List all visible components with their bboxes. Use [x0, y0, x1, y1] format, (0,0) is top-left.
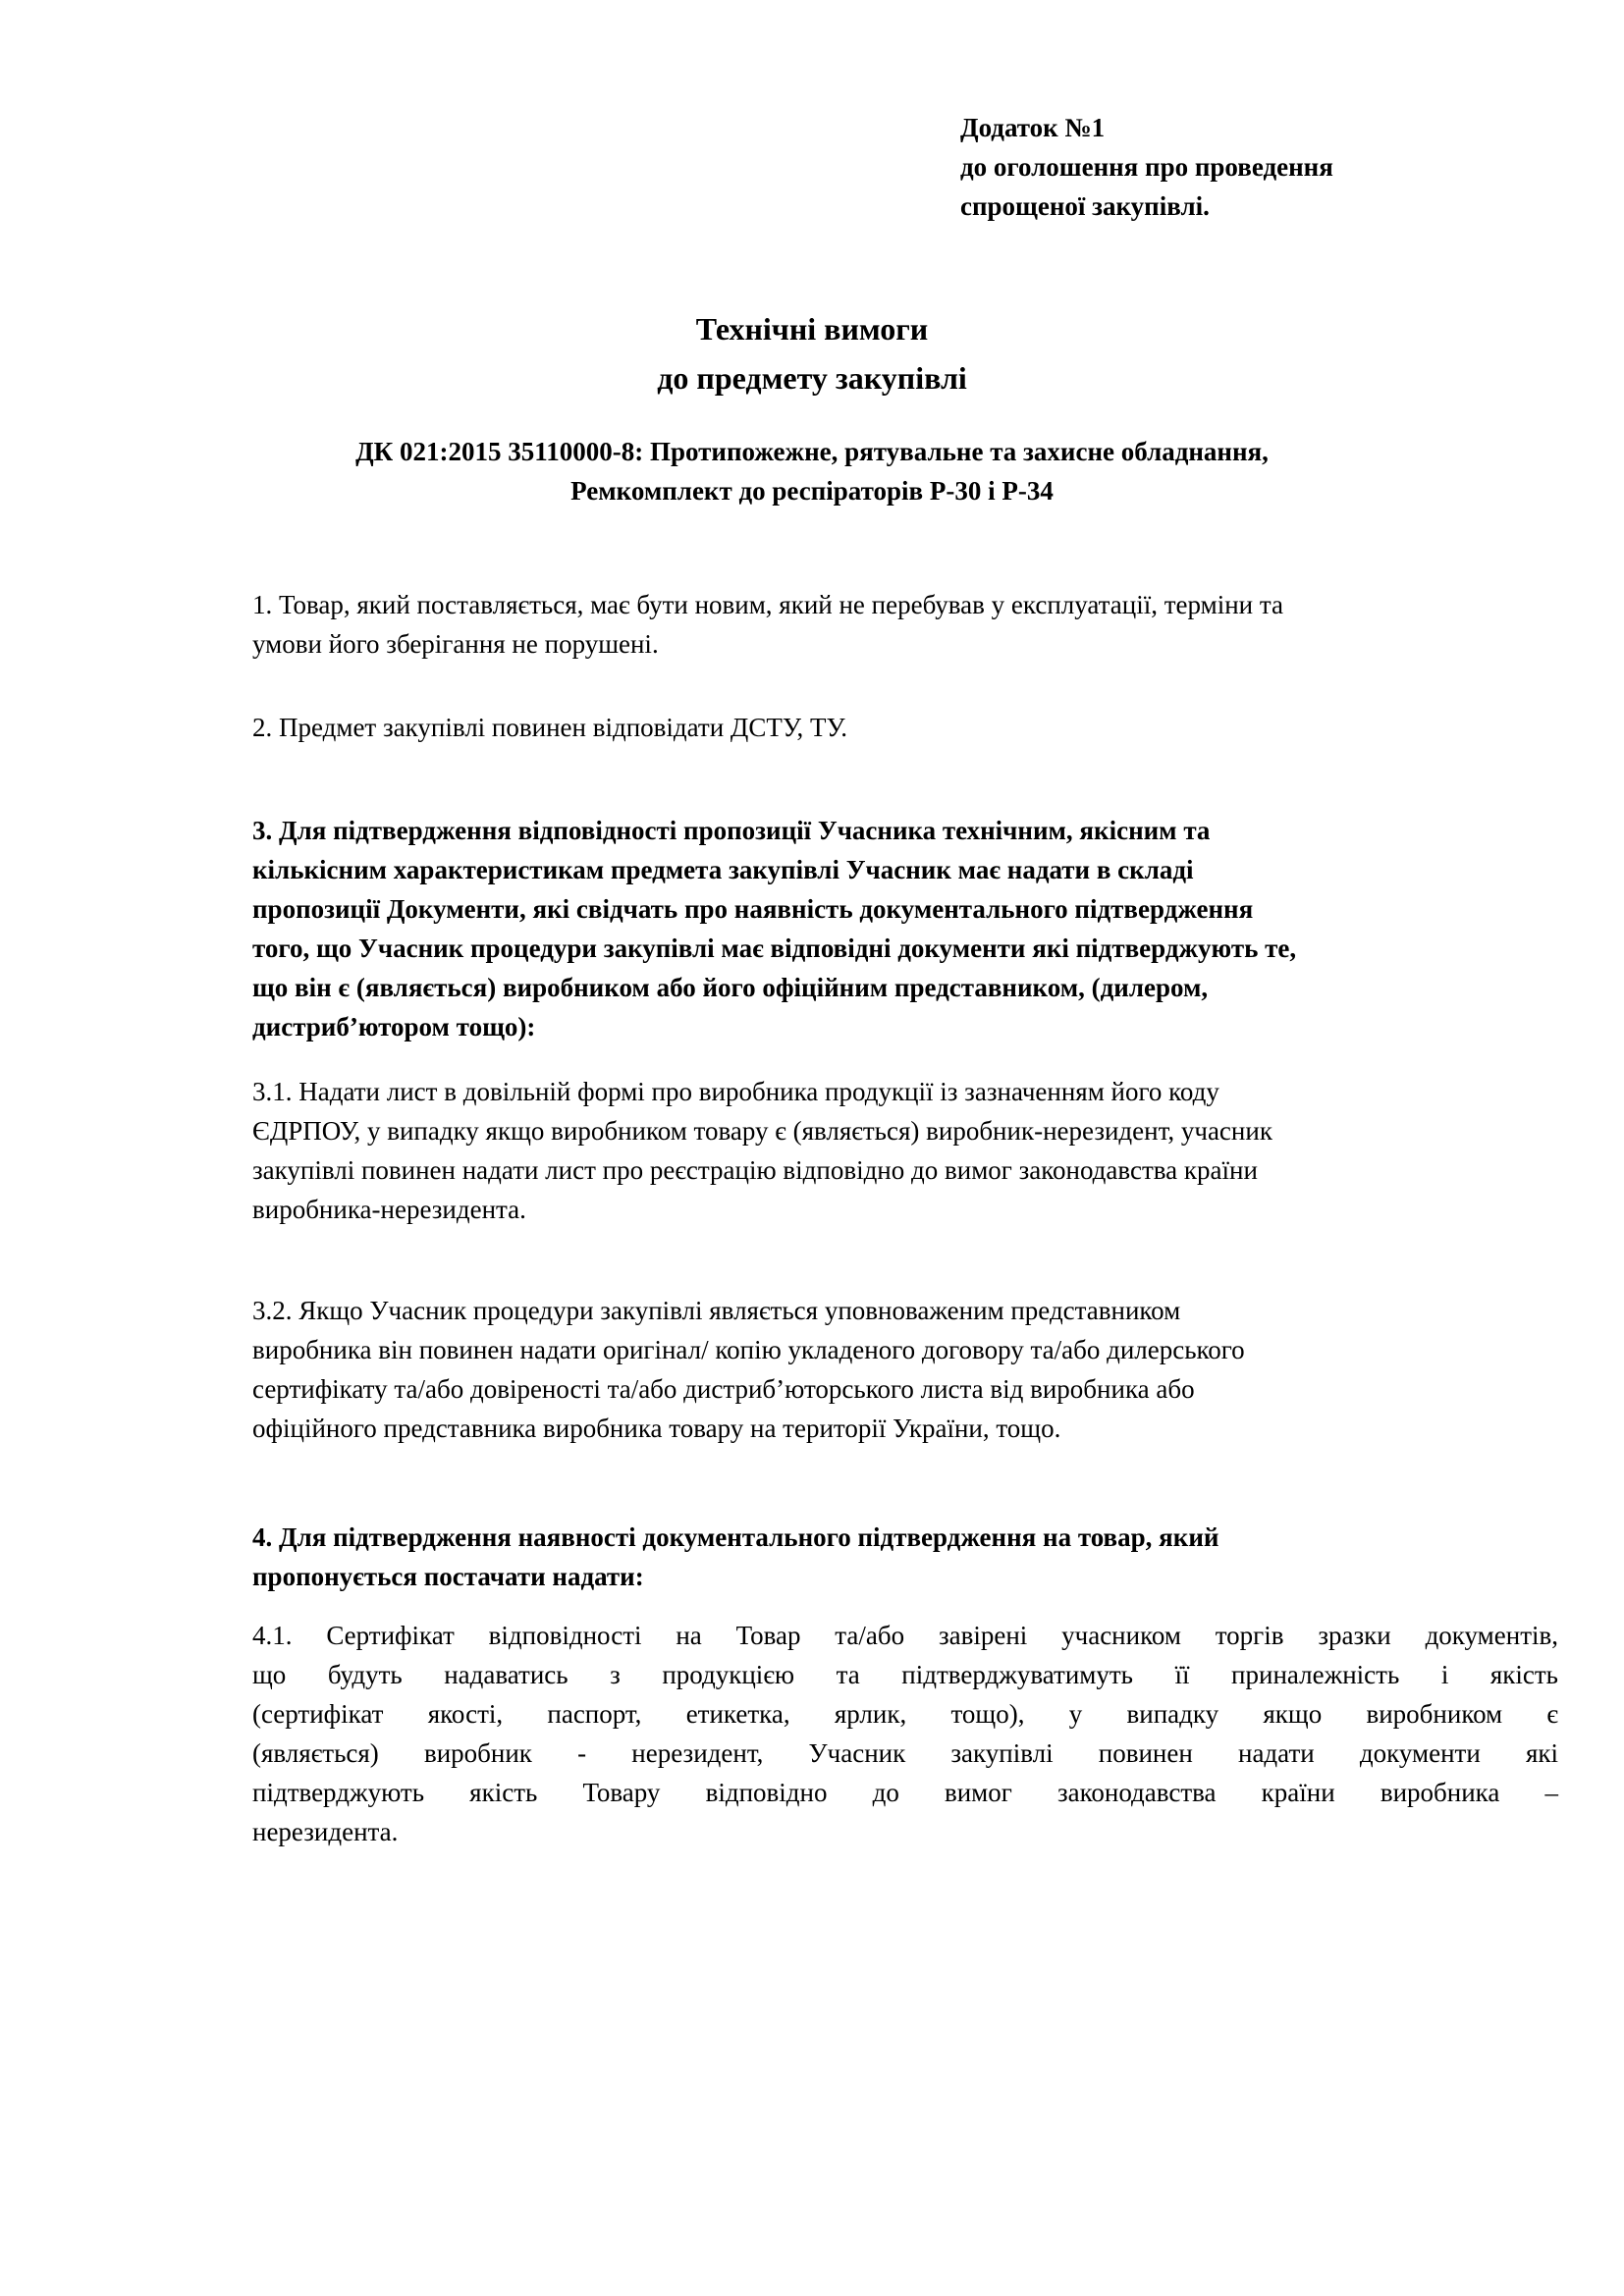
paragraph-line: закупівлі повинен надати лист про реєстрацію відповідно до вимог законодавства країни — [252, 1155, 1258, 1185]
annex-line: Додаток №1 — [960, 113, 1106, 142]
paragraph-line: сертифікату та/або довіреності та/або дистриб’юторського листа від виробника або — [252, 1374, 1195, 1404]
paragraph-line: дистриб’ютором тощо): — [252, 1012, 536, 1041]
paragraph-line: що він є (являється) виробником або його офіційним представником, (дилером, — [252, 973, 1209, 1002]
paragraph-line: підтверджують якість Товару відповідно до вимог законодавства країни виробника – — [252, 1778, 1558, 1807]
document-title — [0, 304, 1624, 402]
paragraph-3-1 — [252, 1072, 1558, 1229]
paragraph-line: виробника він повинен надати оригінал/ копію укладеного договору та/або дилерського — [252, 1335, 1245, 1364]
paragraph-line: кількісним характеристикам предмета закупівлі Учасник має надати в складі — [252, 855, 1194, 884]
paragraph-line: 2. Предмет закупівлі повинен відповідати ДСТУ, ТУ. — [252, 713, 848, 742]
paragraph-line: 3.2. Якщо Учасник процедури закупівлі являється уповноваженим представником — [252, 1296, 1181, 1325]
paragraph-line: нерезидента. — [252, 1817, 399, 1846]
paragraph-line: умови його зберігання не порушені. — [252, 629, 659, 659]
annex-line: спрощеної закупівлі. — [960, 191, 1210, 221]
paragraph-3 — [252, 811, 1558, 1046]
paragraph-line: 3. Для підтвердження відповідності пропозиції Учасника технічним, якісним та — [252, 816, 1211, 845]
paragraph-line: 3.1. Надати лист в довільній формі про виробника продукції із зазначенням його коду — [252, 1077, 1219, 1106]
paragraph-line: пропонується постачати надати: — [252, 1562, 644, 1591]
paragraph-line: 4. Для підтвердження наявності документального підтвердження на товар, який — [252, 1522, 1219, 1552]
paragraph-2 — [252, 708, 1558, 747]
paragraph-4 — [252, 1518, 1558, 1596]
procurement-subject — [0, 432, 1624, 510]
subject-line: ДК 021:2015 35110000-8: Протипожежне, рятувальне та захисне обладнання, — [355, 437, 1269, 466]
paragraph-line: (являється) виробник - нерезидент, Учасник закупівлі повинен надати документи які — [252, 1738, 1558, 1768]
annex-line: до оголошення про проведення — [960, 152, 1333, 182]
subject-line: Ремкомплект до респіраторів Р-30 і Р-34 — [570, 476, 1054, 506]
paragraph-line: що будуть надаватись з продукцією та підтверджуватимуть її приналежність і якість — [252, 1660, 1558, 1689]
paragraph-line: ЄДРПОУ, у випадку якщо виробником товару є (являється) виробник-нерезидент, учасник — [252, 1116, 1272, 1146]
paragraph-line: виробника-нерезидента. — [252, 1195, 526, 1224]
paragraph-3-2 — [252, 1291, 1558, 1448]
paragraph-1 — [252, 585, 1558, 664]
title-line: до предмету закупівлі — [657, 360, 967, 396]
paragraph-line: 4.1. Сертифікат відповідності на Товар та/або завірені учасником торгів зразки документів, — [252, 1621, 1558, 1650]
paragraph-line: (сертифікат якості, паспорт, етикетка, ярлик, тощо), у випадку якщо виробником є — [252, 1699, 1558, 1729]
title-line: Технічні вимоги — [695, 311, 929, 347]
paragraph-line: пропозиції Документи, які свідчать про наявність документального підтвердження — [252, 894, 1254, 924]
paragraph-line: 1. Товар, який поставляється, має бути новим, який не перебував у експлуатації, терміни та — [252, 590, 1283, 619]
paragraph-line: офіційного представника виробника товару на території України, тощо. — [252, 1414, 1061, 1443]
paragraph-4-1 — [252, 1616, 1558, 1851]
paragraph-line: того, що Учасник процедури закупівлі має відповідні документи які підтверджують те, — [252, 934, 1297, 963]
annex-header — [960, 108, 1333, 226]
